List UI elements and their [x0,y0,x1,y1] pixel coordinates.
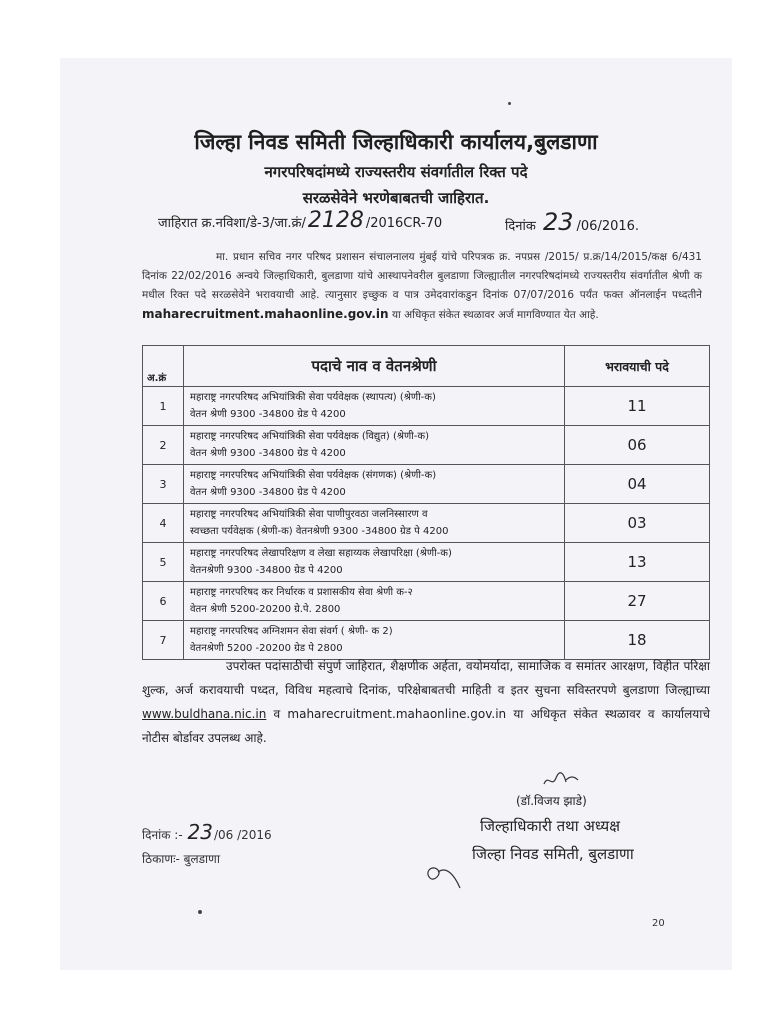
pay-scale: वेतनश्रेणी 5200 -20200 ग्रेड पे 2800 [190,643,343,654]
recruitment-site: maharecruitment.mahaonline.gov.in [142,307,389,321]
intro-text: मा. प्रधान सचिव नगर परिषद प्रशासन संचालनालय मुंबई यांचे परिपत्रक क्र. नपप्रस /2015/ प्र.क्र/14/2015/कक्ष 6/431 दिनांक 22/02/2016 अन्वये जिल्हाधिकारी, बुलडाणा यांचे आस्थापनेवरील बुलडाणा जिल्ह्यातील नगरपरिषदांमध्ये राज्यस्तरीय संवर्गातील श्रेणी क मधील रिक्त पदे सरळसेवेने भरावयाची आहे. त्यानुसार इच्छुक व पात्र उमेदवारांकडुन दिनांक 07/07/2016 पर्यंत फक्त ऑनलाईन पध्दतीने [142,251,702,301]
row-post [184,582,565,621]
pay-scale: वेतन श्रेणी 9300 -34800 ग्रेड पे 4200 [190,448,346,459]
intro-after: या अधिकृत संकेत स्थळावर अर्ज मागविण्यात येत आहे. [391,309,599,321]
district-website-link[interactable]: www.buldhana.nic.in [142,707,267,721]
post-title: महाराष्ट्र नगरपरिषद कर निर्धारक व प्रशासकीय सेवा श्रेणी क-२ [190,587,413,598]
post-title: महाराष्ट्र नगरपरिषद अग्निशमन सेवा संवर्ग ( श्रेणी- क 2) [190,626,393,637]
row-serial: 1 [143,387,184,426]
speck [508,102,511,105]
table-row [143,504,710,543]
post-title: महाराष्ट्र नगरपरिषद लेखापरिक्षण व लेखा सहाय्यक लेखापरिक्षा (श्रेणी-क) [190,548,452,559]
issue-date-label: दिनांक :- [142,828,183,842]
row-post [184,426,565,465]
header-serial: अ.क्रं [143,346,184,387]
row-post [184,465,565,504]
post-title: महाराष्ट्र नगरपरिषद अभियांत्रिकी सेवा पाणीपुरवठा जलनिस्सारण व [190,509,428,520]
post-title: महाराष्ट्र नगरपरिषद अभियांत्रिकी सेवा पर्यवेक्षक (विद्युत) (श्रेणी-क) [190,431,429,442]
header-post-name: पदाचे नाव व वेतनश्रेणी [184,346,565,387]
notice-subtitle: नगरपरिषदांमध्ये राज्यस्तरीय संवर्गातील रिक्त पदे [264,163,528,181]
table-row [143,426,710,465]
pay-scale: वेतनश्रेणी 9300 -34800 ग्रेड पे 4200 [190,565,343,576]
signatory-title: जिल्हाधिकारी तथा अध्यक्ष [480,817,620,835]
initials-scribble [420,858,470,894]
row-vacancies: 06 [565,426,710,465]
row-post [184,543,565,582]
page-number: 20 [652,918,665,929]
row-vacancies: 18 [565,621,710,660]
row-vacancies: 27 [565,582,710,621]
row-serial: 2 [143,426,184,465]
row-vacancies: 03 [565,504,710,543]
row-vacancies: 13 [565,543,710,582]
reference-suffix: /2016CR-70 [365,216,443,231]
closing-paragraph [142,654,710,750]
handwritten-issue-day: 23 [187,820,213,844]
reference-date [505,208,639,236]
row-serial: 4 [143,504,184,543]
table-row [143,465,710,504]
handwritten-day: 23 [542,208,574,236]
pay-scale: वेतन श्रेणी 5200-20200 ग्रे.पे. 2800 [190,604,341,615]
pay-scale: वेतन श्रेणी 9300 -34800 ग्रेड पे 4200 [190,487,346,498]
speck [198,910,202,914]
signatory-committee: जिल्हा निवड समिती, बुलडाणा [472,845,634,863]
closing-text-1: उपरोक्त पदांसाठीची संपुर्ण जाहिरात, शैक्षणीक अर्हता, वयोमर्यादा, सामाजिक व समांतर आरक्षण, विहीत परिक्षा शुल्क, अर्ज करावयाची पध्दत, विविध महत्वाचे दिनांक, परिक्षेबाबतची माहिती व इतर सुचना सविस्तरपणे बुलडाणा जिल्ह्याच्या [142,659,710,697]
row-serial: 3 [143,465,184,504]
date-label: दिनांक [505,219,536,234]
row-serial: 7 [143,621,184,660]
table-row [143,582,710,621]
row-serial: 5 [143,543,184,582]
post-title: महाराष्ट्र नगरपरिषद अभियांत्रिकी सेवा पर्यवेक्षक (संगणक) (श्रेणी-क) [190,470,437,481]
handwritten-reference: 2128 [307,208,364,233]
notice-heading: सरळसेवेने भरणेबाबतची जाहिरात. [302,189,490,207]
issue-date [142,820,272,844]
intro-paragraph [142,248,702,325]
post-title: महाराष्ट्र नगरपरिषद अभियांत्रिकी सेवा पर्यवेक्षक (स्थापत्य) (श्रेणी-क) [190,392,436,403]
table-row [143,543,710,582]
header-vacancies: भरावयाची पदे [565,346,710,387]
pay-scale: वेतन श्रेणी 9300 -34800 ग्रेड पे 4200 [190,409,346,420]
reference-prefix: जाहिरात क्र.नविशा/डे-3/जा.क्रं/ [158,216,306,231]
reference-number [158,208,442,233]
issue-place: ठिकाणः- बुलडाणा [142,852,220,866]
row-post [184,504,565,543]
row-post [184,387,565,426]
vacancy-table [142,345,710,660]
issue-date-rest: /06 /2016 [213,828,272,842]
table-row [143,387,710,426]
signature-scribble [542,770,582,790]
closing-text-2: व maharecruitment.mahaonline.gov.in या अधिकृत संकेत स्थळावर व कार्यालयाचे नोटीस बोर्डावर उपलब्ध आहे. [142,707,710,745]
row-vacancies: 04 [565,465,710,504]
document-page [60,58,732,970]
office-title: जिल्हा निवड समिती जिल्हाधिकारी कार्यालय,बुलडाणा [194,130,598,154]
table-header-row [143,346,710,387]
date-rest: /06/2016. [576,219,640,234]
row-vacancies: 11 [565,387,710,426]
signatory-name: (डॉ.विजय झाडे) [516,794,587,808]
row-serial: 6 [143,582,184,621]
pay-scale: स्वच्छता पर्यवेक्षक (श्रेणी-क) वेतनश्रेणी 9300 -34800 ग्रेड पे 4200 [190,526,449,537]
